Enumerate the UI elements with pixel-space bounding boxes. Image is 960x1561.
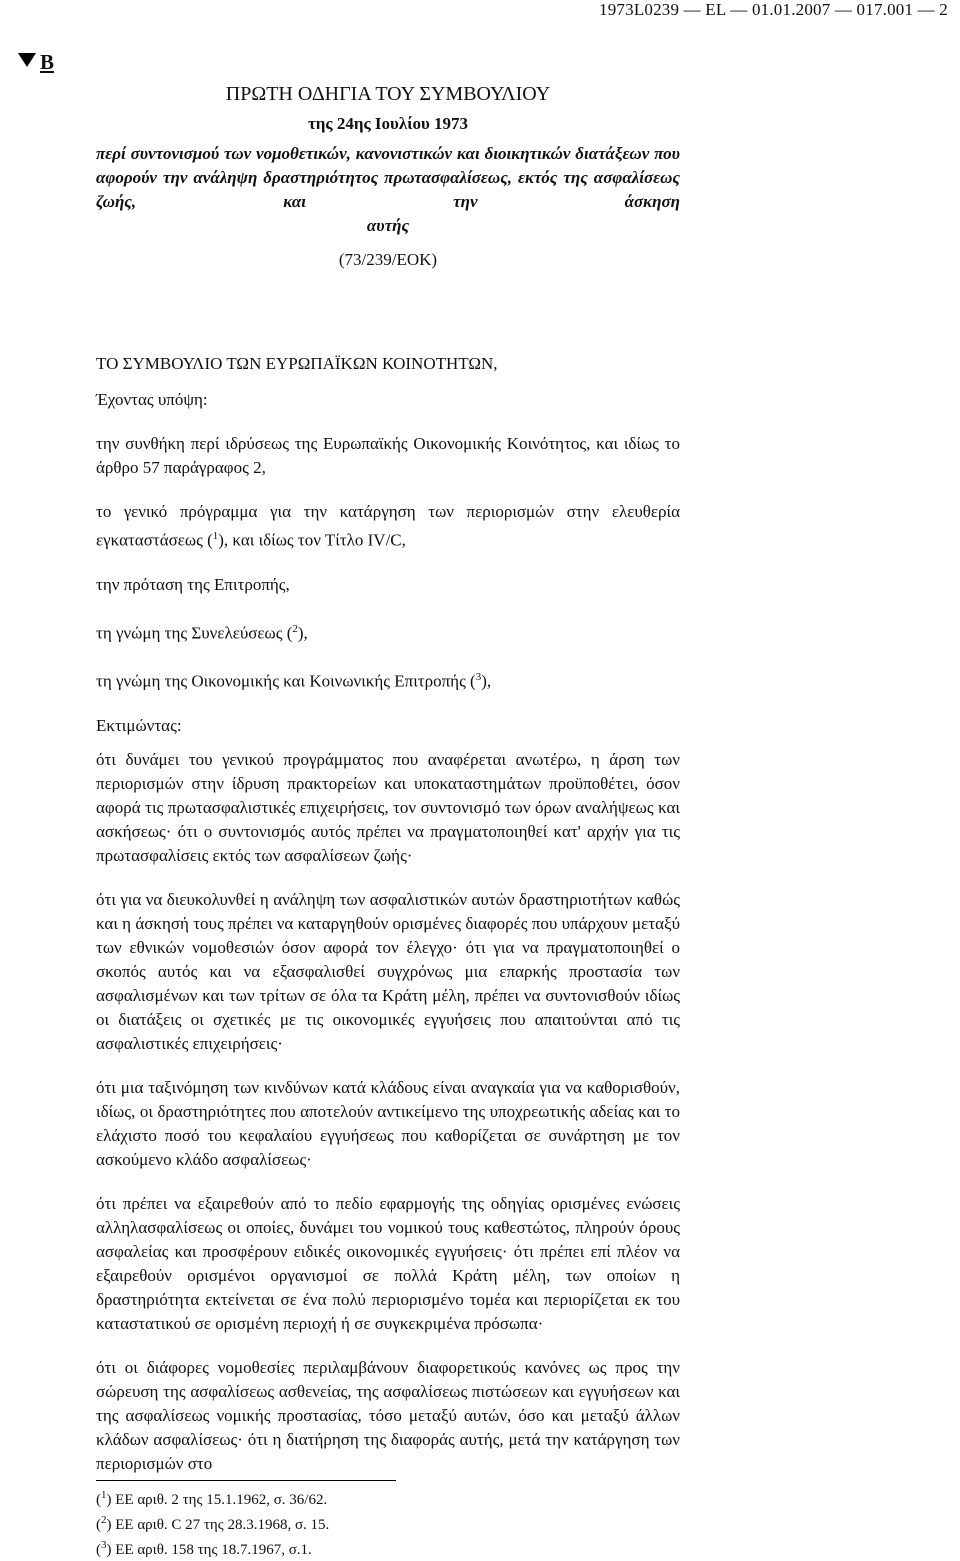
footnote: ($^2$) ΕΕ αριθ. C 27 της 28.3.1968, σ. 15. [96, 1514, 330, 1533]
marker-letter: B [40, 50, 55, 74]
considering-heading: Εκτιμώντας: [96, 715, 182, 735]
triangle-down-icon [18, 53, 36, 67]
footnote: ($^3$) ΕΕ αριθ. 158 της 18.7.1967, σ.1. [96, 1539, 312, 1558]
council-heading: ΤΟ ΣΥΜΒΟΥΛΙΟ ΤΩΝ ΕΥΡΩΠΑΪΚΩΝ ΚΟΙΝΟΤΗΤΩΝ, [96, 354, 498, 373]
document-subject: περί συντονισμού των νομοθετικών, κανονιστικών και διοικητικών διατάξεων που αφορούν την ανάληψη δραστηριότητος πρωτασφαλίσεως, εκτός της ασφαλίσεως ζωής, και την άσκηση [96, 144, 680, 211]
regard-item: τη γνώμη της Συνελεύσεως ($^2$), [96, 622, 308, 643]
recital: ότι οι διάφορες νομοθεσίες περιλαμβάνουν διαφορετικούς κανόνες ως προς την σώρευση της ασφαλίσεως ασθενείας, της ασφαλίσεως πιστώσεων και εγγυήσεων και της ασφαλίσεως νομικής προστασίας, τόσο μεταξύ αυτών, όσο και μεταξύ άλλων κλάδων ασφαλίσεως· ότι η διατήρηση της διαφοράς αυτής, μετά την κατάργηση των περιορισμών στο [96, 1357, 680, 1473]
page-header [599, 0, 948, 20]
footnote: ($^1$) ΕΕ αριθ. 2 της 15.1.1962, σ. 36/62. [96, 1489, 328, 1508]
footnote-divider [96, 1480, 396, 1481]
footnote-ref[interactable]: 2 [292, 622, 298, 635]
recital: ότι μια ταξινόμηση των κινδύνων κατά κλάδους είναι αναγκαία για να καθορισθούν, ιδίως, οι δραστηριότητες που αποτελούν αντικείμενο της υποχρεωτικής αδείας και το ελάχιστο ποσό του κεφαλαίου εγγυήσεως που καθορίζεται σε συνάρτηση με τον ασκούμενο κλάδο ασφαλίσεως· [96, 1077, 680, 1169]
footnote-ref[interactable]: 3 [475, 671, 482, 684]
recital: ότι για να διευκολυνθεί η ανάληψη των ασφαλιστικών αυτών δραστηριοτήτων καθώς και η άσκησή τους πρέπει να καταργηθούν ορισμένες διαφορές που υπάρχουν μεταξύ των εθνικών νομοθεσιών όσον αφορά τον έλεγχο· ότι για να πραγματοποιηθεί ο σκοπός αυτός και να εξασφαλισθεί συγχρόνως μια επαρκής προστασία των ασφαλισμένων και των τρίτων σε όλα τα Κράτη μέλη, πρέπει να συντονισθούν ιδίως οι διατάξεις οι σχετικές με τις οικονομικές εγγυήσεις που απαιτούνται από τις ασφαλιστικές επιχειρήσεις· [96, 889, 680, 1053]
regard-item: την συνθήκη περί ιδρύσεως της Ευρωπαϊκής Οικονομικής Κοινότητος, και ιδίως το άρθρο 57 παράγραφος 2, [96, 434, 680, 477]
document-reference: 1973L0239 — EL — 01.01.2007 — 017.001 — 2 [599, 0, 948, 19]
document-title: ΠΡΩΤΗ ΟΔΗΓΙΑ ΤΟΥ ΣΥΜΒΟΥΛΙΟΥ [225, 83, 551, 105]
document-date: της 24ης Ιουλίου 1973 [307, 114, 469, 133]
recital: ότι δυνάμει του γενικού προγράμματος που αναφέρεται ανωτέρω, η άρση των περιορισμών στην ίδρυση πρακτορείων και υποκαταστημάτων προϋποθέτει, όσον αφορά τις πρωτασφαλιστικές επιχειρήσεις, τον συντονισμό των όρων αναλήψεως και ασκήσεως· ότι ο συντονισμός αυτός πρέπει να πραγματοποιηθεί κατ' αρχήν για τις πρωτασφαλίσεις εκτός των ασφαλίσεων ζωής· [96, 749, 680, 865]
document-subject-end: αυτής [366, 216, 410, 235]
footnotes [96, 1480, 680, 1560]
regard-item: τη γνώμη της Οικονομικής και Κοινωνικής Επιτροπής ($^3$), [96, 671, 492, 691]
having-regard-heading: Έχοντας υπόψη: [96, 390, 208, 409]
regard-item: την πρόταση της Επιτροπής, [96, 574, 290, 594]
footnote-ref[interactable]: 1 [212, 530, 219, 542]
regard-item: το γενικό πρόγραμμα για την κατάργηση των περιορισμών στην ελευθερία εγκαταστάσεως ($^1$), και ιδίως τον Τίτλο IV/C, [96, 502, 680, 550]
amendment-marker [18, 50, 54, 75]
document-body [96, 80, 680, 1496]
document-number: (73/239/ΕΟΚ) [338, 250, 438, 269]
recital: ότι πρέπει να εξαιρεθούν από το πεδίο εφαρμογής της οδηγίας ορισμένες ενώσεις αλληλασφαλίσεως οι οποίες, δυνάμει του νομικού τους καθεστώτος, πληρούν όρους ασφαλείας και προσφέρουν ειδικές οικονομικές εγγυήσεις· ότι πρέπει επί πλέον να εξαιρεθούν ορισμένοι οργανισμοί σε πολλά Κράτη μέλη, των οποίων η δραστηριότητα εκτείνεται σε ένα πολύ περιορισμένο τομέα και περιορίζεται εκ του καταστατικού σε ορισμένη περιοχή ή σε συγκεκριμένα πρόσωπα· [96, 1193, 680, 1333]
